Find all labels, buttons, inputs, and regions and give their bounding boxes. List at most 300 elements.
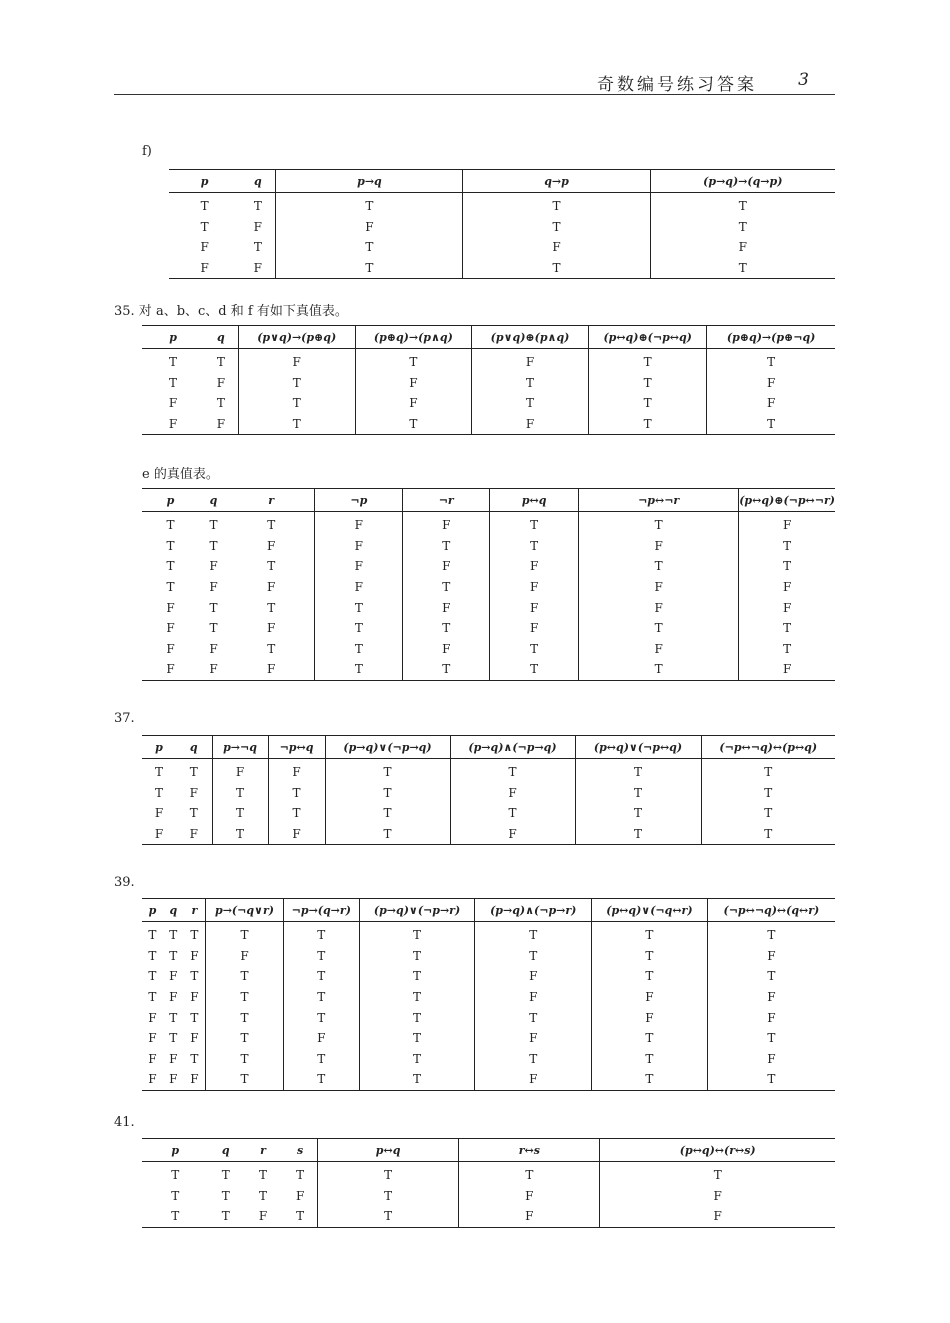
- table-cell: T: [475, 922, 592, 946]
- table-cell: T: [189, 765, 198, 780]
- column-header: p: [169, 170, 240, 193]
- table-cell: T: [283, 966, 359, 987]
- table-cell: T: [490, 659, 579, 680]
- table-cell: F: [707, 946, 835, 967]
- header-row: [142, 736, 835, 759]
- table-row: [142, 783, 835, 804]
- table-cell: F: [707, 1049, 835, 1070]
- column-header: q: [240, 170, 276, 193]
- table-cell: F: [268, 759, 325, 783]
- table-cell: T: [315, 618, 403, 639]
- table-cell: F: [471, 414, 588, 435]
- table-cell: T: [148, 948, 157, 963]
- table-cell: T: [190, 1010, 199, 1025]
- table-cell: T: [459, 1162, 600, 1186]
- table-cell: F: [490, 597, 579, 618]
- table-cell: T: [142, 1206, 209, 1227]
- table-cell: T: [579, 556, 739, 577]
- table-cell: F: [315, 536, 403, 557]
- table-cell: T: [169, 928, 178, 943]
- table-cell: F: [240, 258, 276, 279]
- table-cell: F: [190, 1031, 199, 1046]
- column-header: (p→q)→(q→p): [650, 170, 835, 193]
- table-cell: T: [169, 355, 178, 370]
- section-label: e 的真值表。: [142, 467, 219, 482]
- table-cell: F: [707, 393, 835, 414]
- table-cell: T: [276, 237, 463, 258]
- table-cell: T: [490, 536, 579, 557]
- table-cell: F: [650, 237, 835, 258]
- table-cell: T: [209, 621, 218, 636]
- table-cell: T: [403, 577, 490, 598]
- table-cell: T: [267, 518, 276, 533]
- table-cell: T: [475, 1007, 592, 1028]
- table-cell: F: [276, 217, 463, 238]
- table-row: [142, 659, 835, 680]
- table-cell: T: [171, 1168, 180, 1183]
- table-cell: F: [166, 641, 175, 656]
- table-cell: T: [238, 414, 355, 435]
- table-row: [142, 512, 835, 536]
- column-header: (¬p↔¬q)↔(p↔q): [701, 736, 835, 759]
- table-cell: F: [142, 414, 204, 435]
- table-cell: T: [589, 349, 707, 373]
- column-header: r: [228, 489, 315, 512]
- table-row: [169, 237, 835, 258]
- table-cell: F: [199, 659, 228, 680]
- column-header: p↔q: [490, 489, 579, 512]
- table-cell: T: [318, 1162, 459, 1186]
- table-cell: F: [459, 1186, 600, 1207]
- table-cell: T: [592, 1069, 708, 1090]
- column-header: p: [142, 736, 176, 759]
- table-cell: T: [283, 1069, 359, 1090]
- table-cell: T: [739, 639, 835, 660]
- table-cell: T: [359, 922, 475, 946]
- column-header: p: [142, 326, 204, 349]
- table-cell: T: [221, 1168, 230, 1183]
- table-cell: F: [169, 1051, 178, 1066]
- table-cell: F: [206, 946, 284, 967]
- table-cell: T: [701, 783, 835, 804]
- section-label: 37.: [114, 711, 135, 726]
- table-cell: F: [243, 1206, 283, 1227]
- table-cell: T: [169, 1010, 178, 1025]
- table-row: [142, 1206, 835, 1227]
- table-cell: F: [355, 373, 471, 394]
- table-cell: T: [450, 759, 575, 783]
- table-cell: T: [325, 783, 450, 804]
- truth-table: [142, 735, 835, 845]
- table-cell: T: [206, 987, 284, 1008]
- column-header: p: [142, 899, 163, 922]
- column-header: p→(¬q∨r): [206, 899, 284, 922]
- table-cell: F: [154, 806, 164, 821]
- column-header: (p⊕q)→(p∧q): [355, 326, 471, 349]
- column-header: q: [209, 1139, 243, 1162]
- table-cell: T: [166, 580, 175, 595]
- table-cell: T: [403, 618, 490, 639]
- table-cell: F: [315, 577, 403, 598]
- table-cell: F: [169, 990, 178, 1005]
- table-cell: T: [355, 414, 471, 435]
- table-row: [142, 824, 835, 845]
- column-header: ¬p: [315, 489, 403, 512]
- column-header: (p→q)∧(¬p→r): [475, 899, 592, 922]
- table-cell: T: [169, 375, 178, 390]
- table-cell: T: [739, 536, 835, 557]
- table-cell: T: [253, 240, 262, 255]
- table-cell: T: [209, 600, 218, 615]
- column-header: (p↔q)∨(¬q↔r): [592, 899, 708, 922]
- table-cell: F: [403, 639, 490, 660]
- table-cell: F: [579, 577, 739, 598]
- column-header: p: [142, 489, 199, 512]
- column-header: (p⊕q)→(p⊕¬q): [707, 326, 835, 349]
- table-row: [142, 946, 835, 967]
- section-label: f): [142, 144, 152, 159]
- table-cell: T: [403, 659, 490, 680]
- table-cell: F: [184, 1069, 206, 1090]
- truth-table: [142, 898, 835, 1091]
- table-row: [142, 1028, 835, 1049]
- table-cell: T: [212, 783, 268, 804]
- column-header: p↔q: [318, 1139, 459, 1162]
- table-row: [142, 618, 835, 639]
- table-cell: F: [579, 536, 739, 557]
- column-header: ¬p↔q: [268, 736, 325, 759]
- table-cell: T: [475, 946, 592, 967]
- table-cell: T: [359, 1007, 475, 1028]
- table-cell: T: [359, 987, 475, 1008]
- table-cell: T: [268, 783, 325, 804]
- table-cell: T: [296, 1168, 305, 1183]
- table-row: [142, 414, 835, 435]
- table-cell: F: [475, 1028, 592, 1049]
- table-row: [142, 922, 835, 946]
- table-cell: T: [579, 618, 739, 639]
- table-cell: F: [579, 597, 739, 618]
- table-cell: T: [283, 922, 359, 946]
- table-cell: T: [315, 659, 403, 680]
- table-cell: T: [579, 512, 739, 536]
- table-cell: F: [475, 966, 592, 987]
- table-cell: T: [148, 990, 157, 1005]
- table-cell: F: [600, 1206, 835, 1227]
- table-row: [142, 987, 835, 1008]
- table-row: [142, 1049, 835, 1070]
- table-cell: F: [216, 375, 226, 390]
- table-cell: F: [148, 1051, 157, 1066]
- table-cell: T: [450, 803, 575, 824]
- table-cell: T: [283, 946, 359, 967]
- table-cell: F: [450, 824, 575, 845]
- table-cell: T: [209, 1206, 243, 1227]
- column-header: (p→q)∨(¬p→q): [325, 736, 450, 759]
- table-cell: F: [283, 1028, 359, 1049]
- table-cell: T: [403, 536, 490, 557]
- table-cell: T: [166, 559, 175, 574]
- table-cell: T: [463, 193, 650, 217]
- table-cell: F: [739, 597, 835, 618]
- table-cell: F: [707, 1007, 835, 1028]
- table-cell: F: [450, 783, 575, 804]
- table-cell: F: [189, 785, 198, 800]
- header-row: [142, 489, 835, 512]
- table-cell: T: [701, 824, 835, 845]
- table-cell: F: [475, 987, 592, 1008]
- table-cell: F: [176, 824, 212, 845]
- table-cell: T: [589, 373, 707, 394]
- column-header: (p↔q)⊕(¬p↔¬r): [739, 489, 835, 512]
- table-cell: T: [209, 518, 218, 533]
- table-row: [169, 217, 835, 238]
- column-header: (p↔q)↔(r↔s): [600, 1139, 835, 1162]
- table-cell: T: [267, 600, 276, 615]
- table-cell: T: [216, 355, 225, 370]
- table-cell: F: [163, 1069, 184, 1090]
- table-cell: T: [209, 538, 218, 553]
- table-cell: T: [253, 199, 262, 214]
- table-cell: T: [592, 922, 708, 946]
- table-cell: F: [209, 559, 218, 574]
- table-cell: T: [200, 219, 209, 234]
- table-cell: F: [190, 948, 199, 963]
- section-label: 41.: [114, 1115, 135, 1130]
- table-cell: T: [190, 928, 199, 943]
- table-cell: T: [359, 966, 475, 987]
- table-cell: T: [471, 393, 588, 414]
- column-header: r: [243, 1139, 283, 1162]
- table-cell: T: [325, 803, 450, 824]
- column-header: q: [176, 736, 212, 759]
- table-row: [142, 556, 835, 577]
- table-cell: T: [575, 824, 701, 845]
- column-header: r: [184, 899, 206, 922]
- table-cell: T: [189, 806, 198, 821]
- table-cell: F: [253, 219, 262, 234]
- table-row: [142, 639, 835, 660]
- table-row: [142, 597, 835, 618]
- table-row: [142, 1007, 835, 1028]
- table-cell: F: [739, 512, 835, 536]
- table-cell: T: [575, 803, 701, 824]
- table-cell: T: [259, 1168, 268, 1183]
- table-row: [169, 193, 835, 217]
- table-row: [142, 577, 835, 598]
- column-header: (¬p↔¬q)↔(q↔r): [707, 899, 835, 922]
- table-cell: T: [575, 759, 701, 783]
- column-header: r↔s: [459, 1139, 600, 1162]
- table-cell: T: [707, 414, 835, 435]
- page-header: [114, 66, 835, 95]
- table-cell: F: [403, 512, 490, 536]
- table-cell: T: [463, 217, 650, 238]
- table-row: [142, 759, 835, 783]
- table-cell: T: [707, 1028, 835, 1049]
- table-cell: T: [206, 966, 284, 987]
- table-cell: T: [283, 1049, 359, 1070]
- table-cell: F: [707, 373, 835, 394]
- table-cell: T: [475, 1049, 592, 1070]
- table-cell: T: [166, 538, 175, 553]
- table-cell: F: [166, 621, 175, 636]
- table-cell: T: [592, 1028, 708, 1049]
- header-row: [142, 326, 835, 349]
- column-header: (p↔q)∨(¬p↔q): [575, 736, 701, 759]
- table-row: [142, 966, 835, 987]
- table-cell: F: [490, 556, 579, 577]
- table-cell: F: [600, 1186, 835, 1207]
- table-cell: T: [589, 414, 707, 435]
- table-cell: T: [268, 803, 325, 824]
- table-cell: T: [490, 639, 579, 660]
- table-cell: T: [276, 193, 463, 217]
- header-title: 奇数编号练习答案: [597, 75, 757, 95]
- section-label: 35. 对 a、b、c、d 和 f 有如下真值表。: [114, 304, 348, 319]
- table-cell: F: [403, 556, 490, 577]
- table-cell: T: [701, 803, 835, 824]
- table-cell: T: [212, 803, 268, 824]
- column-header: ¬r: [403, 489, 490, 512]
- header-row: [169, 170, 835, 193]
- table-cell: T: [216, 396, 225, 411]
- table-cell: T: [154, 765, 163, 780]
- table-cell: T: [707, 966, 835, 987]
- table-cell: T: [169, 1031, 178, 1046]
- table-cell: T: [206, 922, 284, 946]
- table-cell: T: [206, 1069, 284, 1090]
- table-cell: F: [739, 659, 835, 680]
- table-cell: F: [739, 577, 835, 598]
- table-cell: T: [575, 783, 701, 804]
- table-cell: F: [267, 538, 276, 553]
- table-cell: F: [490, 577, 579, 598]
- table-cell: F: [315, 556, 403, 577]
- table-cell: T: [238, 373, 355, 394]
- table-cell: T: [701, 759, 835, 783]
- table-cell: T: [471, 373, 588, 394]
- table-cell: T: [325, 759, 450, 783]
- table-cell: F: [238, 349, 355, 373]
- table-cell: T: [190, 1051, 199, 1066]
- table-cell: T: [359, 1049, 475, 1070]
- table-cell: T: [206, 1049, 284, 1070]
- table-cell: F: [228, 659, 315, 680]
- table-cell: T: [600, 1162, 835, 1186]
- table-cell: T: [200, 199, 209, 214]
- table-row: [142, 1069, 835, 1090]
- table-cell: F: [459, 1206, 600, 1227]
- column-header: (p∨q)→(p⊕q): [238, 326, 355, 349]
- table-cell: F: [212, 759, 268, 783]
- table-cell: T: [267, 559, 276, 574]
- column-header: p: [142, 1139, 209, 1162]
- table-cell: T: [707, 349, 835, 373]
- table-cell: T: [283, 1206, 317, 1227]
- table-cell: T: [318, 1186, 459, 1207]
- header-row: [142, 1139, 835, 1162]
- table-cell: F: [315, 512, 403, 536]
- table-cell: T: [579, 659, 739, 680]
- table-cell: F: [142, 659, 199, 680]
- truth-table: [142, 1138, 835, 1228]
- table-cell: F: [707, 987, 835, 1008]
- table-row: [142, 373, 835, 394]
- table-row: [142, 1162, 835, 1186]
- table-cell: T: [190, 969, 199, 984]
- table-cell: F: [475, 1069, 592, 1090]
- table-cell: T: [707, 922, 835, 946]
- table-cell: T: [267, 641, 276, 656]
- column-header: ¬p↔¬r: [579, 489, 739, 512]
- column-header: (p∨q)⊕(p∧q): [471, 326, 588, 349]
- table-cell: T: [359, 1028, 475, 1049]
- table-cell: F: [142, 1069, 163, 1090]
- column-header: ¬p→(q→r): [283, 899, 359, 922]
- table-cell: F: [200, 240, 209, 255]
- column-header: q: [163, 899, 184, 922]
- truth-table: [169, 169, 835, 279]
- table-cell: T: [212, 824, 268, 845]
- table-cell: F: [592, 1007, 708, 1028]
- table-cell: T: [592, 946, 708, 967]
- table-cell: T: [592, 966, 708, 987]
- table-cell: T: [283, 987, 359, 1008]
- table-cell: F: [209, 641, 218, 656]
- truth-table: [142, 488, 835, 681]
- table-cell: T: [650, 193, 835, 217]
- table-cell: T: [589, 393, 707, 414]
- table-cell: F: [169, 258, 240, 279]
- table-cell: T: [650, 258, 835, 279]
- column-header: p→¬q: [212, 736, 268, 759]
- table-cell: F: [166, 600, 175, 615]
- header-row: [142, 899, 835, 922]
- table-cell: F: [355, 393, 471, 414]
- table-cell: T: [148, 969, 157, 984]
- table-cell: F: [148, 1031, 157, 1046]
- table-cell: F: [490, 618, 579, 639]
- table-row: [142, 1186, 835, 1207]
- table-cell: F: [204, 414, 238, 435]
- table-cell: T: [238, 393, 355, 414]
- table-cell: T: [206, 1007, 284, 1028]
- table-cell: F: [403, 597, 490, 618]
- column-header: (p→q)∨(¬p→r): [359, 899, 475, 922]
- table-cell: F: [209, 580, 218, 595]
- table-cell: F: [463, 237, 650, 258]
- table-cell: T: [276, 258, 463, 279]
- table-cell: T: [739, 556, 835, 577]
- table-cell: T: [315, 639, 403, 660]
- table-cell: T: [259, 1188, 268, 1203]
- page-number: 3: [798, 70, 809, 90]
- table-cell: T: [169, 948, 178, 963]
- column-header: (p→q)∧(¬p→q): [450, 736, 575, 759]
- table-cell: T: [707, 1069, 835, 1090]
- table-cell: F: [168, 396, 178, 411]
- table-cell: F: [142, 824, 176, 845]
- table-cell: T: [315, 597, 403, 618]
- column-header: p→q: [276, 170, 463, 193]
- table-cell: F: [471, 349, 588, 373]
- table-cell: F: [267, 621, 276, 636]
- table-cell: T: [359, 946, 475, 967]
- column-header: q: [199, 489, 228, 512]
- table-row: [169, 258, 835, 279]
- column-header: q→p: [463, 170, 650, 193]
